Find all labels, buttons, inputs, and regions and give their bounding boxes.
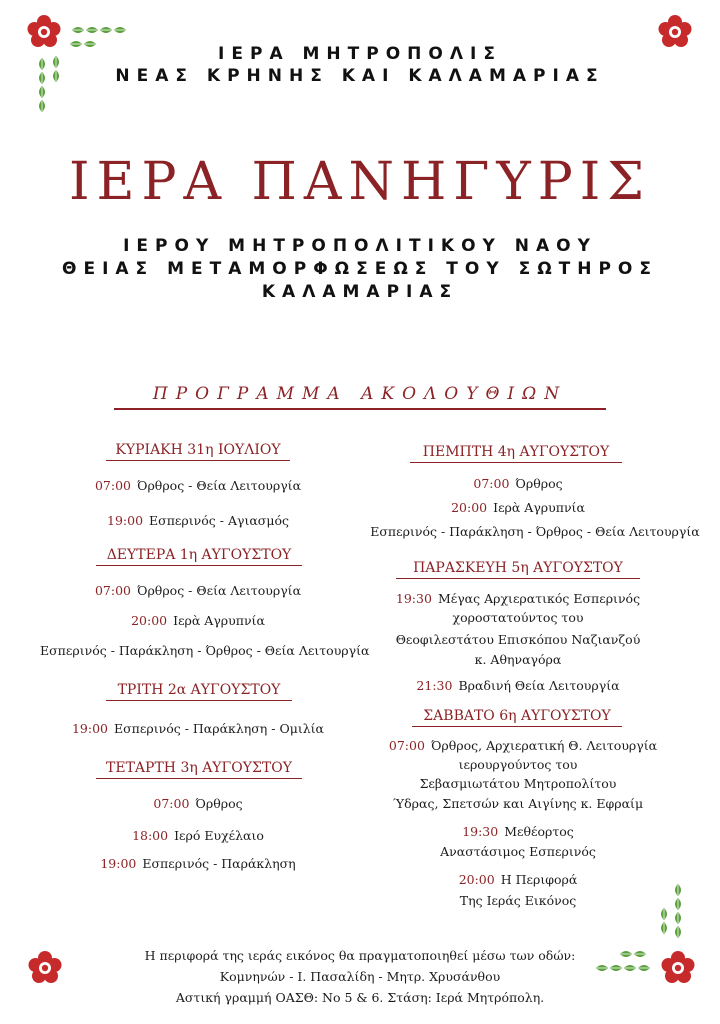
service-row: Εσπερινός - Παράκληση - Όρθρος - Θεία Λειτουργία	[370, 524, 700, 539]
service-row: 18:00 Ιερό Ευχέλαιο	[132, 828, 264, 843]
program-title: ΠΡΟΓΡΑΜΜΑ ΑΚΟΛΟΥΘΙΩΝ	[152, 384, 568, 404]
service-row: 19:00 Εσπερινός - Παράκληση - Ομιλία	[71, 721, 324, 736]
service-row: ιερουργούντος του	[458, 757, 578, 772]
footer-line-1: Η περιφορά της ιεράς εικόνος θα πραγματοποιηθεί μέσω των οδών:	[144, 948, 576, 963]
service-row: 19:00 Εσπερινός - Παράκληση	[100, 856, 296, 871]
service-row: 07:00 Όρθρος	[153, 796, 243, 811]
service-row: Αναστάσιμος Εσπερινός	[440, 844, 596, 859]
service-row: 19:00 Εσπερινός - Αγιασμός	[107, 513, 289, 528]
day-heading-sunday: ΚΥΡΙΑΚΗ 31η ΙΟΥΛΙΟΥ	[106, 442, 290, 461]
service-row: 20:00 Ιερὰ Αγρυπνία	[131, 613, 265, 628]
metropolis-line-1: ΙΕΡΑ ΜΗΤΡΟΠΟΛΙΣ	[218, 44, 502, 64]
service-row: Της Ιεράς Εικόνος	[459, 893, 577, 908]
subtitle-line-1: ΙΕΡΟΥ ΜΗΤΡΟΠΟΛΙΤΙΚΟΥ ΝΑΟΥ	[123, 236, 597, 256]
service-row: Σεβασμιωτάτου Μητροπολίτου	[419, 776, 617, 791]
service-row: Ύδρας, Σπετσών και Αιγίνης κ. Εφραίμ	[392, 796, 644, 811]
day-heading-monday: ΔΕΥΤΕΡΑ 1η ΑΥΓΟΥΣΤΟΥ	[96, 547, 302, 566]
service-row: 20:00 Ιερὰ Αγρυπνία	[451, 500, 585, 515]
service-row: 07:00 Όρθρος, Αρχιερατική Θ. Λειτουργία	[388, 738, 658, 753]
day-heading-friday: ΠΑΡΑΣΚΕΥΗ 5η ΑΥΓΟΥΣΤΟΥ	[396, 560, 640, 579]
page-title: ΙΕΡΑ ΠΑΝΗΓΥΡΙΣ	[68, 152, 652, 212]
program-title-underline	[114, 408, 606, 410]
service-row: Θεοφιλεστάτου Επισκόπου Ναζιανζού	[395, 632, 641, 647]
subtitle-line-2: ΘΕΙΑΣ ΜΕΤΑΜΟΡΦΩΣΕΩΣ ΤΟΥ ΣΩΤΗΡΟΣ	[62, 259, 658, 279]
subtitle-line-3: ΚΑΛΑΜΑΡΙΑΣ	[261, 282, 459, 302]
service-row: 19:30 Μεθέορτος	[462, 824, 574, 839]
service-row: 20:00 Η Περιφορά	[458, 872, 578, 887]
day-heading-wednesday: ΤΕΤΑΡΤΗ 3η ΑΥΓΟΥΣΤΟΥ	[96, 760, 302, 779]
service-row: 07:00 Όρθρος - Θεία Λειτουργία	[94, 583, 302, 598]
service-row: 21:30 Βραδινή Θεία Λειτουργία	[416, 678, 620, 693]
service-row: 19:30 Μέγας Αρχιερατικός Εσπερινός	[395, 591, 641, 606]
service-row: Εσπερινός - Παράκληση - Όρθρος - Θεία Λειτουργία	[40, 643, 370, 658]
service-row: 07:00 Όρθρος	[473, 476, 563, 491]
day-heading-tuesday: ΤΡΙΤΗ 2α ΑΥΓΟΥΣΤΟΥ	[106, 682, 292, 701]
service-row: κ. Αθηναγόρα	[474, 652, 562, 667]
footer-line-3: Αστική γραμμή ΟΑΣΘ: Νο 5 & 6. Στάση: Ιερά Μητρόπολη.	[175, 990, 545, 1005]
day-heading-saturday: ΣΑΒΒΑΤΟ 6η ΑΥΓΟΥΣΤΟΥ	[412, 708, 622, 727]
metropolis-line-2: ΝΕΑΣ ΚΡΗΝΗΣ ΚΑΙ ΚΑΛΑΜΑΡΙΑΣ	[115, 66, 605, 86]
service-row: χοροστατούντος του	[452, 610, 584, 625]
footer-line-2: Κομνηνών - Ι. Πασαλίδη - Μητρ. Χρυσάνθου	[219, 969, 501, 984]
service-row: 07:00 Όρθρος - Θεία Λειτουργία	[94, 478, 302, 493]
day-heading-thursday: ΠΕΜΠΤΗ 4η ΑΥΓΟΥΣΤΟΥ	[410, 444, 622, 463]
